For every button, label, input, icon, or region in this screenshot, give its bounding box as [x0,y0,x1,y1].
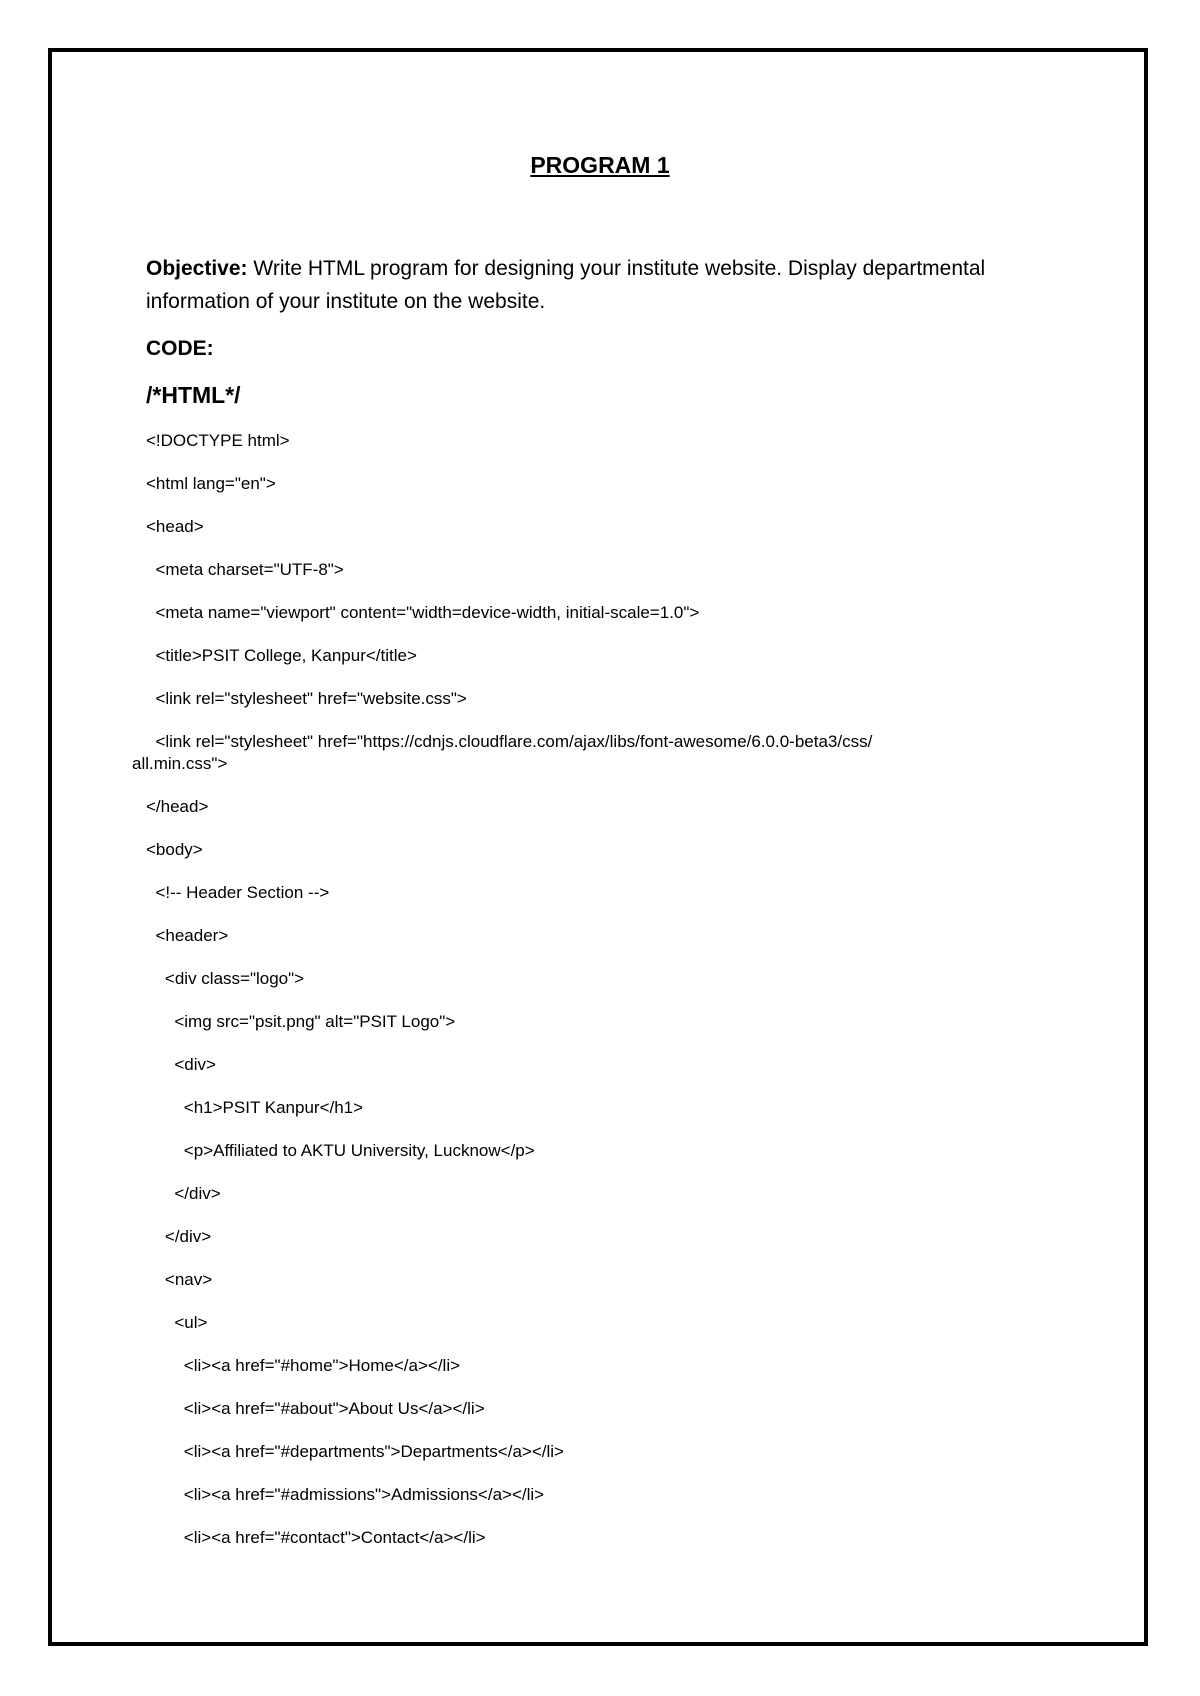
code-line-text: <link rel="stylesheet" href="https://cdnjs.cloudflare.com/ajax/libs/font-awesome/6.0.0-beta3/css/ [146,732,873,751]
code-line [132,731,1006,775]
code-line: <div> [146,1055,216,1074]
code-block [132,430,1006,1570]
code-line: <li><a href="#contact">Contact</a></li> [146,1528,486,1547]
code-line-wrap: all.min.css"> [132,754,228,773]
code-line: <p>Affiliated to AKTU University, Lucknow</p> [146,1141,535,1160]
objective-text: Write HTML program for designing your institute website. Display departmental information of your institute on the website. [146,257,986,313]
page-title: PROGRAM 1 [530,152,670,178]
code-line: <header> [146,926,229,945]
code-line: <li><a href="#departments">Departments</a></li> [146,1442,564,1461]
code-line: <meta charset="UTF-8"> [146,560,344,579]
html-comment-heading: /*HTML*/ [146,382,241,408]
code-line: <meta name="viewport" content="width=device-width, initial-scale=1.0"> [146,603,700,622]
code-line: <div class="logo"> [146,969,305,988]
code-label: CODE: [146,337,214,360]
code-line: <head> [146,517,204,536]
objective-label: Objective: [146,257,248,280]
code-line: <ul> [146,1313,208,1332]
objective-paragraph [146,252,1076,318]
code-line: <li><a href="#home">Home</a></li> [146,1356,461,1375]
code-line: </head> [146,797,209,816]
code-line: <!-- Header Section --> [146,883,330,902]
code-line: <li><a href="#about">About Us</a></li> [146,1399,485,1418]
code-line: </div> [146,1227,212,1246]
code-line: <!DOCTYPE html> [146,431,290,450]
code-line: <h1>PSIT Kanpur</h1> [146,1098,364,1117]
code-line: <body> [146,840,203,859]
code-line: <img src="psit.png" alt="PSIT Logo"> [146,1012,456,1031]
code-line: <html lang="en"> [146,474,276,493]
code-line: <title>PSIT College, Kanpur</title> [146,646,417,665]
code-line: <link rel="stylesheet" href="website.css"> [146,689,467,708]
code-line: </div> [146,1184,221,1203]
code-line: <li><a href="#admissions">Admissions</a></li> [146,1485,545,1504]
code-line: <nav> [146,1270,213,1289]
